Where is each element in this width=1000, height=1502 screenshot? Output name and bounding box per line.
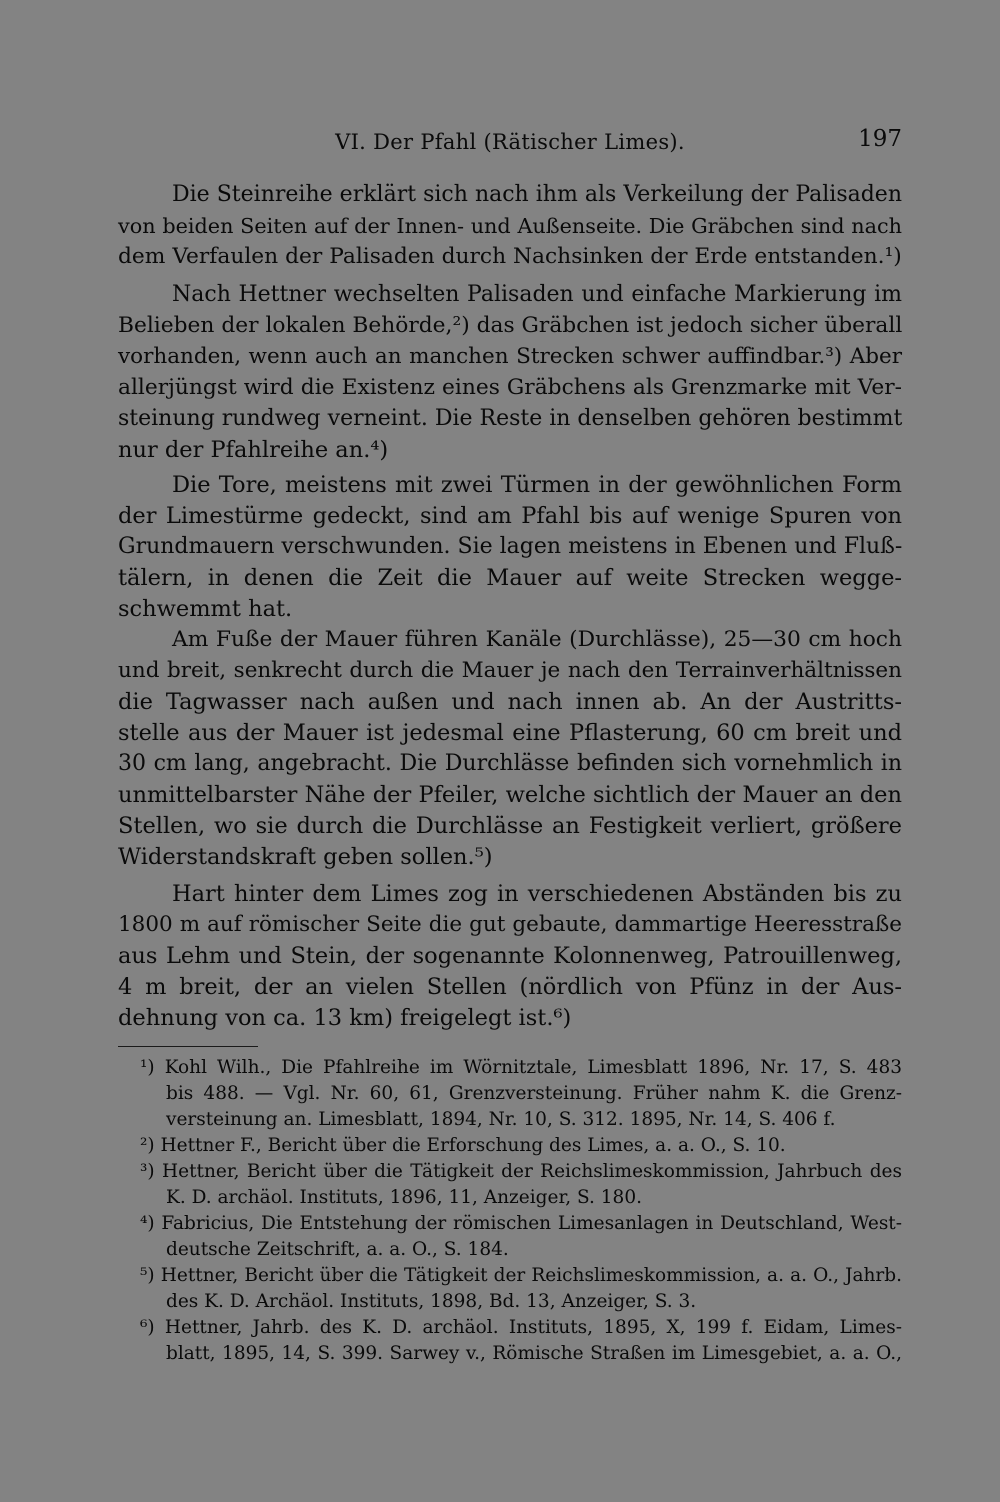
body-line: Stellen, wo sie durch die Durchlässe an Festigkeit verliert, größere [118, 813, 902, 839]
body-line: tälern, in denen die Zeit die Mauer auf weite Strecken wegge- [118, 565, 902, 591]
body-line: aus Lehm und Stein, der sogenannte Kolonnenweg, Patrouillenweg, [118, 943, 902, 969]
footnote-line: ³) Hettner, Bericht über die Tätigkeit der Reichslimeskommission, Jahrbuch des [140, 1161, 902, 1182]
body-line: von beiden Seiten auf der Innen- und Außenseite. Die Gräbchen sind nach [118, 214, 902, 238]
body-line: nur der Pfahlreihe an.⁴) [118, 437, 389, 463]
footnote-line: blatt, 1895, 14, S. 399. Sarwey v., Römische Straßen im Limesgebiet, a. a. O., [166, 1343, 902, 1364]
body-line: allerjüngst wird die Existenz eines Gräbchens als Grenzmarke mit Ver- [118, 375, 902, 400]
page-number: 197 [858, 126, 902, 152]
body-line: dehnung von ca. 13 km) freigelegt ist.⁶) [118, 1005, 572, 1031]
footnote-line: bis 488. — Vgl. Nr. 60, 61, Grenzversteinung. Früher nahm K. die Grenz- [166, 1083, 902, 1104]
body-line: unmittelbarster Nähe der Pfeiler, welche sichtlich der Mauer an den [118, 782, 902, 808]
body-line: steinung rundweg verneint. Die Reste in denselben gehören bestimmt [118, 406, 903, 431]
body-line: schwemmt hat. [118, 596, 293, 622]
body-line: Die Tore, meistens mit zwei Türmen in der gewöhnlichen Form [172, 472, 902, 498]
footnote-line: ²) Hettner F., Bericht über die Erforschung des Limes, a. a. O., S. 10. [140, 1135, 786, 1156]
body-line: vorhanden, wenn auch an manchen Strecken schwer auffindbar.³) Aber [118, 344, 902, 369]
body-line: stelle aus der Mauer ist jedesmal eine Pflasterung, 60 cm breit und [118, 720, 902, 746]
body-line: Hart hinter dem Limes zog in verschiedenen Abständen bis zu [172, 881, 902, 907]
body-line: der Limestürme gedeckt, sind am Pfahl bis auf wenige Spuren von [118, 503, 902, 529]
body-line: Belieben der lokalen Behörde,²) das Gräbchen ist jedoch sicher überall [118, 313, 903, 338]
body-line: Widerstandskraft geben sollen.⁵) [118, 844, 493, 870]
footnote-line: deutsche Zeitschrift, a. a. O., S. 184. [166, 1239, 509, 1260]
footnote-line: ⁶) Hettner, Jahrb. des K. D. archäol. Instituts, 1895, X, 199 f. Eidam, Limes- [140, 1317, 902, 1338]
body-line: Nach Hettner wechselten Palisaden und einfache Markierung im [172, 282, 902, 307]
footnote-line: ⁴) Fabricius, Die Entstehung der römischen Limesanlagen in Deutschland, West- [140, 1213, 902, 1234]
body-line: 4 m breit, der an vielen Stellen (nördlich von Pfünz in der Aus- [118, 974, 902, 1000]
body-line: Die Steinreihe erklärt sich nach ihm als Verkeilung der Palisaden [172, 182, 902, 207]
footnote-line: des K. D. Archäol. Instituts, 1898, Bd. 13, Anzeiger, S. 3. [166, 1291, 697, 1312]
running-head: VI. Der Pfahl (Rätischer Limes). [335, 130, 685, 154]
body-line: 1800 m auf römischer Seite die gut gebaute, dammartige Heeresstraße [118, 912, 902, 937]
body-line: Grundmauern verschwunden. Sie lagen meistens in Ebenen und Fluß- [118, 534, 903, 559]
footnote-line: ¹) Kohl Wilh., Die Pfahlreihe im Wörnitztale, Limesblatt 1896, Nr. 17, S. 483 [140, 1057, 902, 1078]
body-line: dem Verfaulen der Palisaden durch Nachsinken der Erde entstanden.¹) [118, 244, 902, 269]
page-header [118, 126, 902, 162]
footnote-line: K. D. archäol. Instituts, 1896, 11, Anzeiger, S. 180. [166, 1187, 642, 1208]
footnote-line: versteinung an. Limesblatt, 1894, Nr. 10, S. 312. 1895, Nr. 14, S. 406 f. [166, 1109, 836, 1130]
body-line: die Tagwasser nach außen und nach innen ab. An der Austritts- [118, 689, 902, 715]
body-line: Am Fuße der Mauer führen Kanäle (Durchlässe), 25—30 cm hoch [172, 627, 902, 652]
footnote-line: ⁵) Hettner, Bericht über die Tätigkeit der Reichslimeskommission, a. a. O., Jahrb. [140, 1265, 902, 1286]
footnote-rule [118, 1046, 258, 1047]
body-line: 30 cm lang, angebracht. Die Durchlässe befinden sich vornehmlich in [118, 751, 902, 776]
body-line: und breit, senkrecht durch die Mauer je nach den Terrainverhältnissen [118, 658, 902, 683]
